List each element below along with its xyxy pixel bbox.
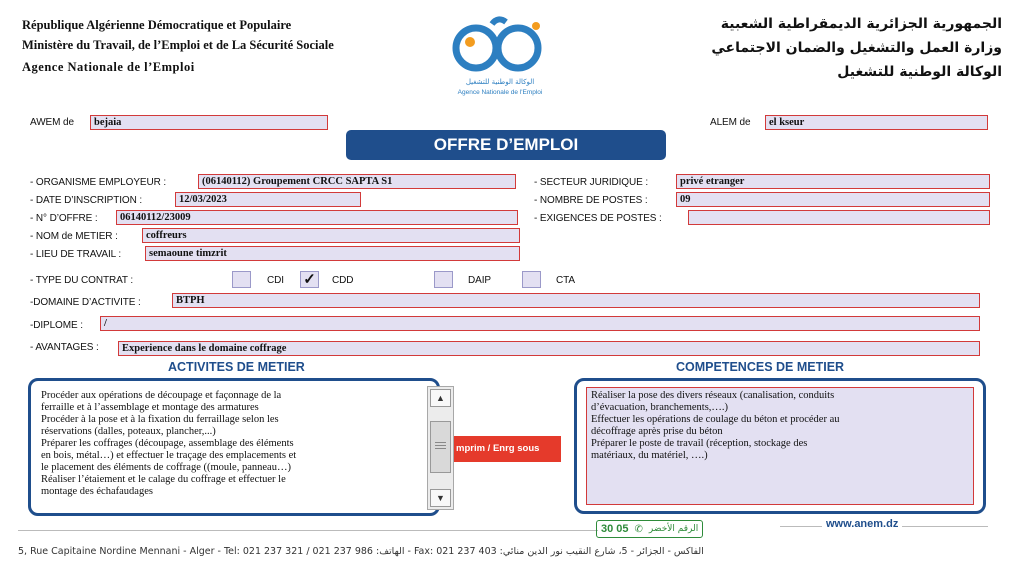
awem-label: AWEM de xyxy=(30,117,74,128)
nom-metier-field[interactable]: coffreurs xyxy=(142,228,520,243)
header-fr-line1: République Algérienne Démocratique et Populaire xyxy=(22,18,292,32)
alem-label: ALEM de xyxy=(710,117,751,128)
logo-fr-text: Agence Nationale de l'Emploi xyxy=(457,89,543,96)
competences-line: Effectuer les opérations de coulage du béton et procéder au xyxy=(591,414,840,425)
competences-text xyxy=(587,388,973,464)
website-link[interactable]: www.anem.dz xyxy=(822,518,902,530)
activites-line: en bois, métal…) et effectuer le traçage des emplacements et xyxy=(41,450,297,461)
scrollbar-thumb[interactable] xyxy=(430,421,451,473)
header-fr-line2: Ministère du Travail, de l’Emploi et de La Sécurité Sociale xyxy=(22,38,334,52)
competences-title: COMPETENCES DE METIER xyxy=(676,360,845,374)
activites-line: le placement des éléments de coffrage ((moule, panneau…) xyxy=(41,462,291,473)
header-ar-line2: وزارة العمل والتشغيل والضمان الاجتماعي xyxy=(711,40,1002,56)
nom-metier-label: - NOM de METIER : xyxy=(30,231,118,242)
daip-checkbox[interactable] xyxy=(434,271,453,288)
awem-field[interactable]: bejaia xyxy=(90,115,328,130)
avantages-label: - AVANTAGES : xyxy=(30,342,99,353)
cta-label: CTA xyxy=(556,275,575,286)
green-number-ar: الرقم الأخضر xyxy=(648,524,699,534)
daip-label: DAIP xyxy=(468,275,491,286)
date-inscription-label: - DATE D’INSCRIPTION : xyxy=(30,195,143,206)
scroll-down-icon[interactable]: ▼ xyxy=(430,489,451,507)
header-ar-line1: الجمهورية الجزائرية الديمقراطية الشعبية xyxy=(720,16,1002,32)
cdd-label: CDD xyxy=(332,275,354,286)
header-ar-line3: الوكالة الوطنية للتشغيل xyxy=(837,64,1002,80)
anem-logo xyxy=(440,12,560,102)
competences-line: Préparer le poste de travail (réception, stockage des xyxy=(591,438,808,449)
cdi-checkbox[interactable] xyxy=(232,271,251,288)
competences-line: Réaliser la pose des divers réseaux (canalisation, conduits xyxy=(591,390,835,401)
alem-field[interactable]: el kseur xyxy=(765,115,988,130)
cdd-checkbox[interactable]: ✓ xyxy=(300,271,319,288)
competences-field[interactable] xyxy=(586,387,974,505)
activites-line: Réaliser l’étaiement et le calage du coffrage et effectuer le xyxy=(41,474,286,485)
organisme-field[interactable]: (06140112) Groupement CRCC SAPTA S1 xyxy=(198,174,516,189)
diplome-field[interactable]: / xyxy=(100,316,980,331)
anem-logo-icon xyxy=(440,12,560,82)
activites-text xyxy=(41,390,296,498)
num-offre-label: - N° D’OFFRE : xyxy=(30,213,98,224)
green-number: 30 05 xyxy=(601,523,629,535)
footer-divider xyxy=(18,530,598,531)
domaine-field[interactable]: BTPH xyxy=(172,293,980,308)
page-title: OFFRE D’EMPLOI xyxy=(346,130,666,160)
scroll-up-icon[interactable]: ▲ xyxy=(430,389,451,407)
nombre-postes-label: - NOMBRE DE POSTES : xyxy=(534,195,648,206)
logo-ar-text: الوكالة الوطنية للتشغيل xyxy=(465,78,535,86)
exigences-label: - EXIGENCES DE POSTES : xyxy=(534,213,662,224)
activites-line: ferraille et à l’assemblage et montage des armatures xyxy=(41,402,259,413)
activites-box xyxy=(28,378,440,516)
competences-box xyxy=(574,378,986,514)
lieu-travail-field[interactable]: semaoune timzrit xyxy=(145,246,520,261)
organisme-label: - ORGANISME EMPLOYEUR : xyxy=(30,177,167,188)
lieu-travail-label: - LIEU DE TRAVAIL : xyxy=(30,249,122,260)
date-inscription-field[interactable]: 12/03/2023 xyxy=(175,192,361,207)
green-number-badge xyxy=(596,520,703,538)
exigences-field[interactable] xyxy=(688,210,990,225)
competences-line: décoffrage après prise du béton xyxy=(591,426,723,437)
competences-line: d’évacuation, branchements,….) xyxy=(591,402,729,413)
cta-checkbox[interactable] xyxy=(522,271,541,288)
header-fr-line3: Agence Nationale de l’Emploi xyxy=(22,60,195,74)
competences-line: matériaux, du matériel, ….) xyxy=(591,450,708,461)
activites-line: Procéder aux opérations de découpage et façonnage de la xyxy=(41,390,282,401)
print-save-button[interactable]: mprim / Enrg sous xyxy=(454,436,561,462)
domaine-label: -DOMAINE D’ACTIVITE : xyxy=(30,297,141,308)
secteur-label: - SECTEUR JURIDIQUE : xyxy=(534,177,649,188)
secteur-field[interactable]: privé etranger xyxy=(676,174,990,189)
activites-line: montage des échafaudages xyxy=(41,486,153,497)
phone-icon: ✆ xyxy=(634,523,643,535)
activites-line: Procéder à la pose et à la fixation du ferraillage selon les xyxy=(41,414,279,425)
footer-address: 5, Rue Capitaine Nordine Mennani - Alger - Tel: 021 237 321 / 021 237 986 :الهاتف - Fax: 021 237 403 :الفاكس - الجزائر - 5، شارع النقيب نور الدين منائي xyxy=(18,546,704,557)
activites-title: ACTIVITES DE METIER xyxy=(168,360,305,374)
num-offre-field[interactable]: 06140112/23009 xyxy=(116,210,518,225)
avantages-field[interactable]: Experience dans le domaine coffrage xyxy=(118,341,980,356)
nombre-postes-field[interactable]: 09 xyxy=(676,192,990,207)
diplome-label: -DIPLOME : xyxy=(30,320,83,331)
activites-scrollbar[interactable] xyxy=(427,386,454,510)
contrat-label: - TYPE DU CONTRAT : xyxy=(30,275,134,286)
activites-line: Préparer les coffrages (découpage, assemblage des éléments xyxy=(41,438,294,449)
activites-line: réservations (dalles, poteaux, plancher,...) xyxy=(41,426,216,437)
cdi-label: CDI xyxy=(267,275,284,286)
